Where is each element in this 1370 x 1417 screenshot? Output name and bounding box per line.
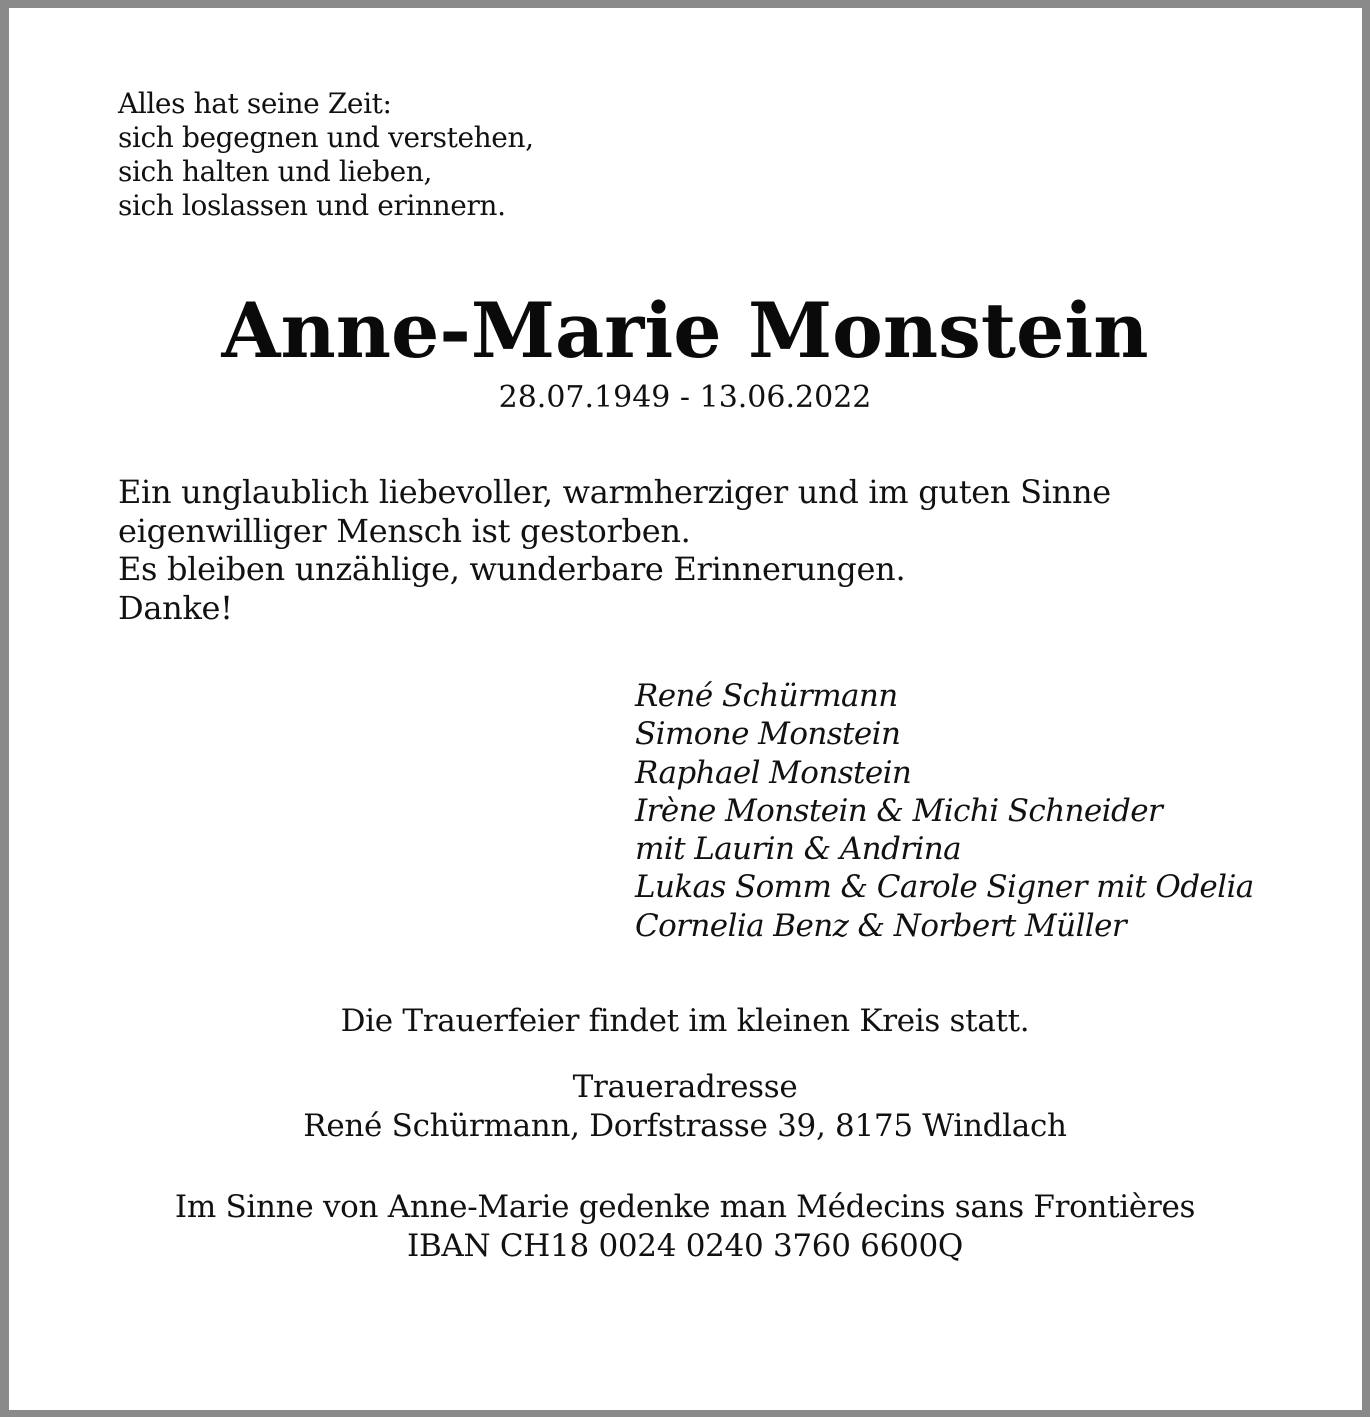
memorial-message [118, 473, 1111, 627]
mourner-entry: Raphael Monstein [635, 754, 912, 791]
mourner-entry: mit Laurin & Andrina [635, 831, 962, 868]
address-heading: Traueradresse [572, 1069, 798, 1105]
mourner-entry: Lukas Somm & Carole Signer mit Odelia [635, 869, 1254, 906]
motto-line: sich begegnen und verstehen, [118, 121, 534, 154]
mourner-entry: Cornelia Benz & Norbert Müller [635, 907, 1127, 944]
message-line: Ein unglaublich liebevoller, warmherziger und im guten Sinne [118, 473, 1111, 511]
ceremony-text: Die Trauerfeier findet im kleinen Kreis statt. [340, 1003, 1030, 1039]
deceased-name: Anne-Marie Monstein [221, 286, 1149, 375]
motto-line: sich loslassen und erinnern. [118, 189, 506, 222]
mourning-address [0, 1068, 1370, 1145]
donation-notice [0, 1188, 1370, 1265]
message-line: Danke! [118, 588, 233, 627]
donation-line: Im Sinne von Anne-Marie gedenke man Médecins sans Frontières [174, 1189, 1196, 1225]
motto-line: Alles hat seine Zeit: [118, 87, 392, 120]
ceremony-notice [0, 1002, 1370, 1041]
donation-iban: IBAN CH18 0024 0240 3760 6600Q [407, 1227, 963, 1264]
mourner-entry: Simone Monstein [635, 716, 901, 753]
mourner-entry: Irène Monstein & Michi Schneider [635, 792, 1163, 829]
motto-line: sich halten und lieben, [118, 155, 432, 188]
motto-poem [118, 87, 534, 223]
life-dates: 28.07.1949 - 13.06.2022 [498, 380, 872, 415]
mourner-entry: René Schürmann [635, 678, 898, 714]
address-line: René Schürmann, Dorfstrasse 39, 8175 Windlach [303, 1107, 1067, 1144]
message-line: eigenwilliger Mensch ist gestorben. [118, 511, 691, 550]
mourners-list [635, 677, 1254, 945]
message-line: Es bleiben unzählige, wunderbare Erinnerungen. [118, 550, 906, 588]
